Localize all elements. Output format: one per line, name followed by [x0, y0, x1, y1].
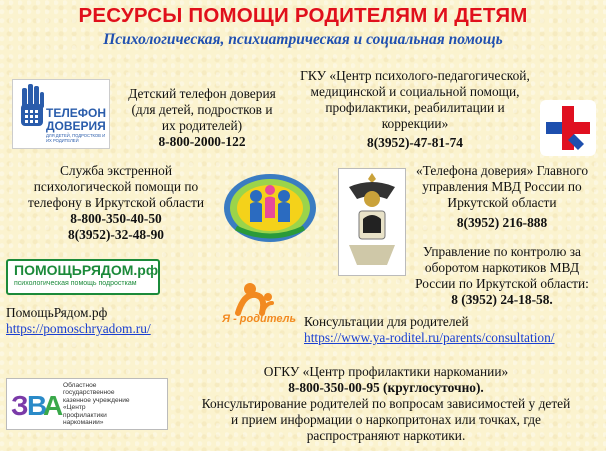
- helpline-line2: (для детей, подростков и: [131, 102, 273, 117]
- drug-control-info: [404, 244, 600, 308]
- mvd-line3: Иркутской области: [447, 195, 557, 210]
- svg-text:А: А: [43, 390, 64, 421]
- gku-logo: [540, 100, 596, 156]
- ogku-line4: распространяют наркотики.: [306, 428, 466, 443]
- ogku-logo-line5: профилактики: [63, 411, 107, 419]
- police-emblem-icon: [339, 169, 405, 275]
- mvd-phone: 8(3952) 216-888: [456, 215, 548, 230]
- pomosch-name: ПомощьРядом.рф: [6, 305, 108, 320]
- ogku-logo-line1: Областное: [63, 382, 97, 389]
- ogku-logo-line3: казенное учреждение: [63, 396, 130, 404]
- drug-line1: Управление по контролю за: [423, 244, 581, 259]
- svg-text:В: В: [27, 390, 48, 421]
- roditel-logo-text: Я - родитель: [222, 313, 297, 325]
- pomosch-link[interactable]: https://pomoschryadom.ru/: [6, 321, 151, 336]
- ogku-info: [166, 364, 606, 444]
- ogku-emblem-icon: [11, 387, 64, 421]
- helpline-logo-small: ДЛЯ ДЕТЕЙ, ПОДРОСТКОВ И ИХ РОДИТЕЛЕЙ: [46, 133, 106, 143]
- roditel-line1: Консультации для родителей: [304, 314, 469, 329]
- medical-cross-icon: [540, 100, 596, 156]
- emergency-logo: [222, 172, 318, 244]
- pomosch-logo-sub: психологическая помощь подросткам: [14, 280, 137, 287]
- mvd-emblem: [338, 168, 406, 276]
- helpline-logo-line2: ДОВЕРИЯ: [46, 119, 106, 133]
- emergency-info: [12, 163, 220, 243]
- drug-phone: 8 (3952) 24-18-58.: [451, 292, 553, 307]
- roditel-info: [304, 314, 600, 346]
- parent-figure-icon: [218, 279, 300, 315]
- gku-line2: медицинской и социальной помощи,: [310, 84, 520, 99]
- gku-line4: коррекции»: [381, 116, 449, 131]
- emergency-phone2: 8(3952)-32-48-90: [68, 227, 164, 242]
- page-subtitle: Психологическая, психиатрическая и социальная помощь: [103, 31, 503, 48]
- ogku-line3: и прием информации о наркопритонах или точках, где: [231, 412, 541, 427]
- mvd-line2: управления МВД России по: [422, 179, 582, 194]
- family-circle-icon: [222, 172, 318, 244]
- helpline-logo-line1: ТЕЛЕФОН: [46, 106, 106, 120]
- pomosch-logo-text: ПОМОЩЬРЯДОМ.рф: [14, 262, 159, 278]
- page-title: РЕСУРСЫ ПОМОЩИ РОДИТЕЛЯМ И ДЕТЯМ: [78, 4, 528, 27]
- pomosch-info: [6, 305, 206, 337]
- helpline-line3: их родителей): [161, 118, 243, 133]
- emergency-line2: психологической помощи по: [33, 179, 199, 194]
- drug-line3: России по Иркутской области:: [415, 276, 589, 291]
- ogku-logo-text: [63, 382, 130, 426]
- ogku-phone: 8-800-350-00-95 (круглосуточно).: [288, 380, 484, 395]
- ogku-logo-line2: государственное: [63, 389, 115, 397]
- gku-info: [290, 68, 540, 151]
- helpline-logo: [12, 79, 110, 149]
- ogku-logo-line6: наркомании»: [63, 419, 104, 427]
- emergency-line1: Служба экстренной: [59, 163, 173, 178]
- ogku-logo: [6, 378, 168, 430]
- ogku-line2: Консультирование родителей по вопросам зависимостей у детей: [201, 396, 571, 411]
- gku-line1: ГКУ «Центр психолого-педагогической,: [300, 68, 530, 83]
- mvd-info: [404, 163, 600, 231]
- gku-phone: 8(3952)-47-81-74: [367, 135, 463, 150]
- roditel-link[interactable]: https://www.ya-roditel.ru/parents/consultation/: [304, 330, 555, 345]
- ogku-line1: ОГКУ «Центр профилактики наркомании»: [263, 364, 509, 379]
- roditel-logo: [218, 279, 300, 327]
- mvd-line1: «Телефона доверия» Главного: [415, 163, 589, 178]
- pomosch-logo: [6, 259, 160, 295]
- emergency-line3: телефону в Иркутской области: [28, 195, 204, 210]
- helpline-info: [112, 86, 292, 150]
- emergency-phone1: 8-800-350-40-50: [70, 211, 162, 226]
- drug-line2: оборотом наркотиков МВД: [424, 260, 580, 275]
- helpline-line1: Детский телефон доверия: [128, 86, 276, 101]
- helpline-phone: 8-800-2000-122: [158, 134, 246, 149]
- svg-text:З: З: [11, 390, 29, 421]
- gku-line3: профилактики, реабилитации и: [325, 100, 505, 115]
- ogku-logo-line4: «Центр: [63, 404, 86, 412]
